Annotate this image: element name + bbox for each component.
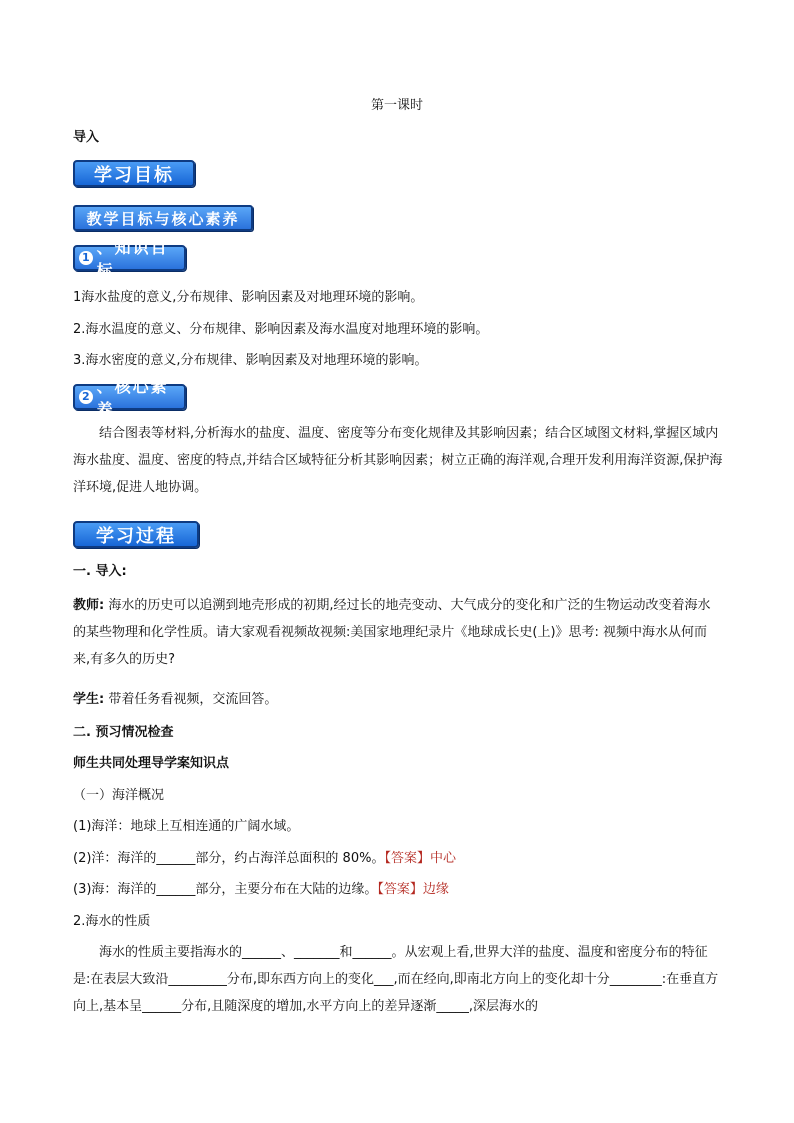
ocean-item-3-text: (3)海：海洋的______部分，主要分布在大陆的边缘。 xyxy=(73,882,378,897)
student-label: 学生: xyxy=(73,692,105,707)
teacher-text: 海水的历史可以追溯到地壳形成的初期,经过长的地壳变动、大气成分的变化和广泛的生物运动改变着海水的某些物理和化学性质。请大家观看视频故视频:美国家地理纪录片《地球成长史(上)》思考: 视频中海水从何而来,有多久的历史? xyxy=(73,598,711,667)
ocean-item-2-answer: 【答案】中心 xyxy=(384,851,456,866)
core-literacy-number: 2 xyxy=(79,390,93,404)
seawater-properties-paragraph: 海水的性质主要指海水的______、_______和______。从宏观上看,世界大洋的盐度、温度和密度分布的特征是:在表层大致沿_________分布,即东西方向上的变化___,而在经向,即南北方向上的变化却十分________:在垂直方向上,基本呈______分布,且随深度的增加,水平方向上的差异逐渐_____,深层海水的 xyxy=(73,945,719,1014)
part1-heading: （一）海洋概况 xyxy=(73,788,165,803)
knowledge-goals-text: 、知识目标 xyxy=(96,238,169,280)
section1-heading: 一. 导入: xyxy=(73,564,127,579)
student-text: 带着任务看视频，交流回答。 xyxy=(104,692,278,707)
ocean-item-2 xyxy=(73,849,456,869)
knowledge-goals-number: 1 xyxy=(79,251,93,265)
section2-heading: 二. 预习情况检查 xyxy=(73,725,174,740)
core-literacy-text: 、核心素养 xyxy=(96,377,169,419)
ocean-item-3-answer: 【答案】边缘 xyxy=(377,882,449,897)
learning-goals-text: 学习目标 xyxy=(94,164,174,186)
teacher-paragraph xyxy=(73,592,723,673)
ocean-item-3 xyxy=(73,880,449,900)
knowledge-item: 2.海水温度的意义、分布规律、影响因素及海水温度对地理环境的影响。 xyxy=(73,322,489,337)
knowledge-goals-banner xyxy=(73,238,186,280)
core-literacy-banner xyxy=(73,377,186,419)
ocean-item-2-text: (2)洋：海洋的______部分，约占海洋总面积的 80%。 xyxy=(73,851,385,866)
teaching-goals-text: 教学目标与核心素养 xyxy=(86,209,240,228)
teacher-label: 教师: xyxy=(73,598,105,613)
section2-subheading: 师生共同处理导学案知识点 xyxy=(73,756,230,771)
learning-goals-banner xyxy=(73,160,195,187)
knowledge-item: 3.海水密度的意义,分布规律、影响因素及对地理环境的影响。 xyxy=(73,353,428,368)
teaching-goals-banner xyxy=(73,205,253,231)
knowledge-item: 1海水盐度的意义,分布规律、影响因素及对地理环境的影响。 xyxy=(73,290,424,305)
student-line xyxy=(73,690,277,710)
learning-process-text: 学习过程 xyxy=(96,525,176,547)
intro-label: 导入 xyxy=(73,130,100,145)
core-literacy-paragraph: 结合图表等材料,分析海水的盐度、温度、密度等分布变化规律及其影响因素；结合区域图文材料,掌握区域内海水盐度、温度、密度的特点,并结合区域特征分析其影响因素；树立正确的海洋观,合理开发利用海洋资源,保护海洋环境,促进人地协调。 xyxy=(73,426,723,495)
learning-process-banner xyxy=(73,521,199,548)
lesson-title: 第一课时 xyxy=(370,98,423,113)
ocean-definition: (1)海洋：地球上互相连通的广阔水域。 xyxy=(73,819,300,834)
part2-heading: 2.海水的性质 xyxy=(73,914,151,929)
